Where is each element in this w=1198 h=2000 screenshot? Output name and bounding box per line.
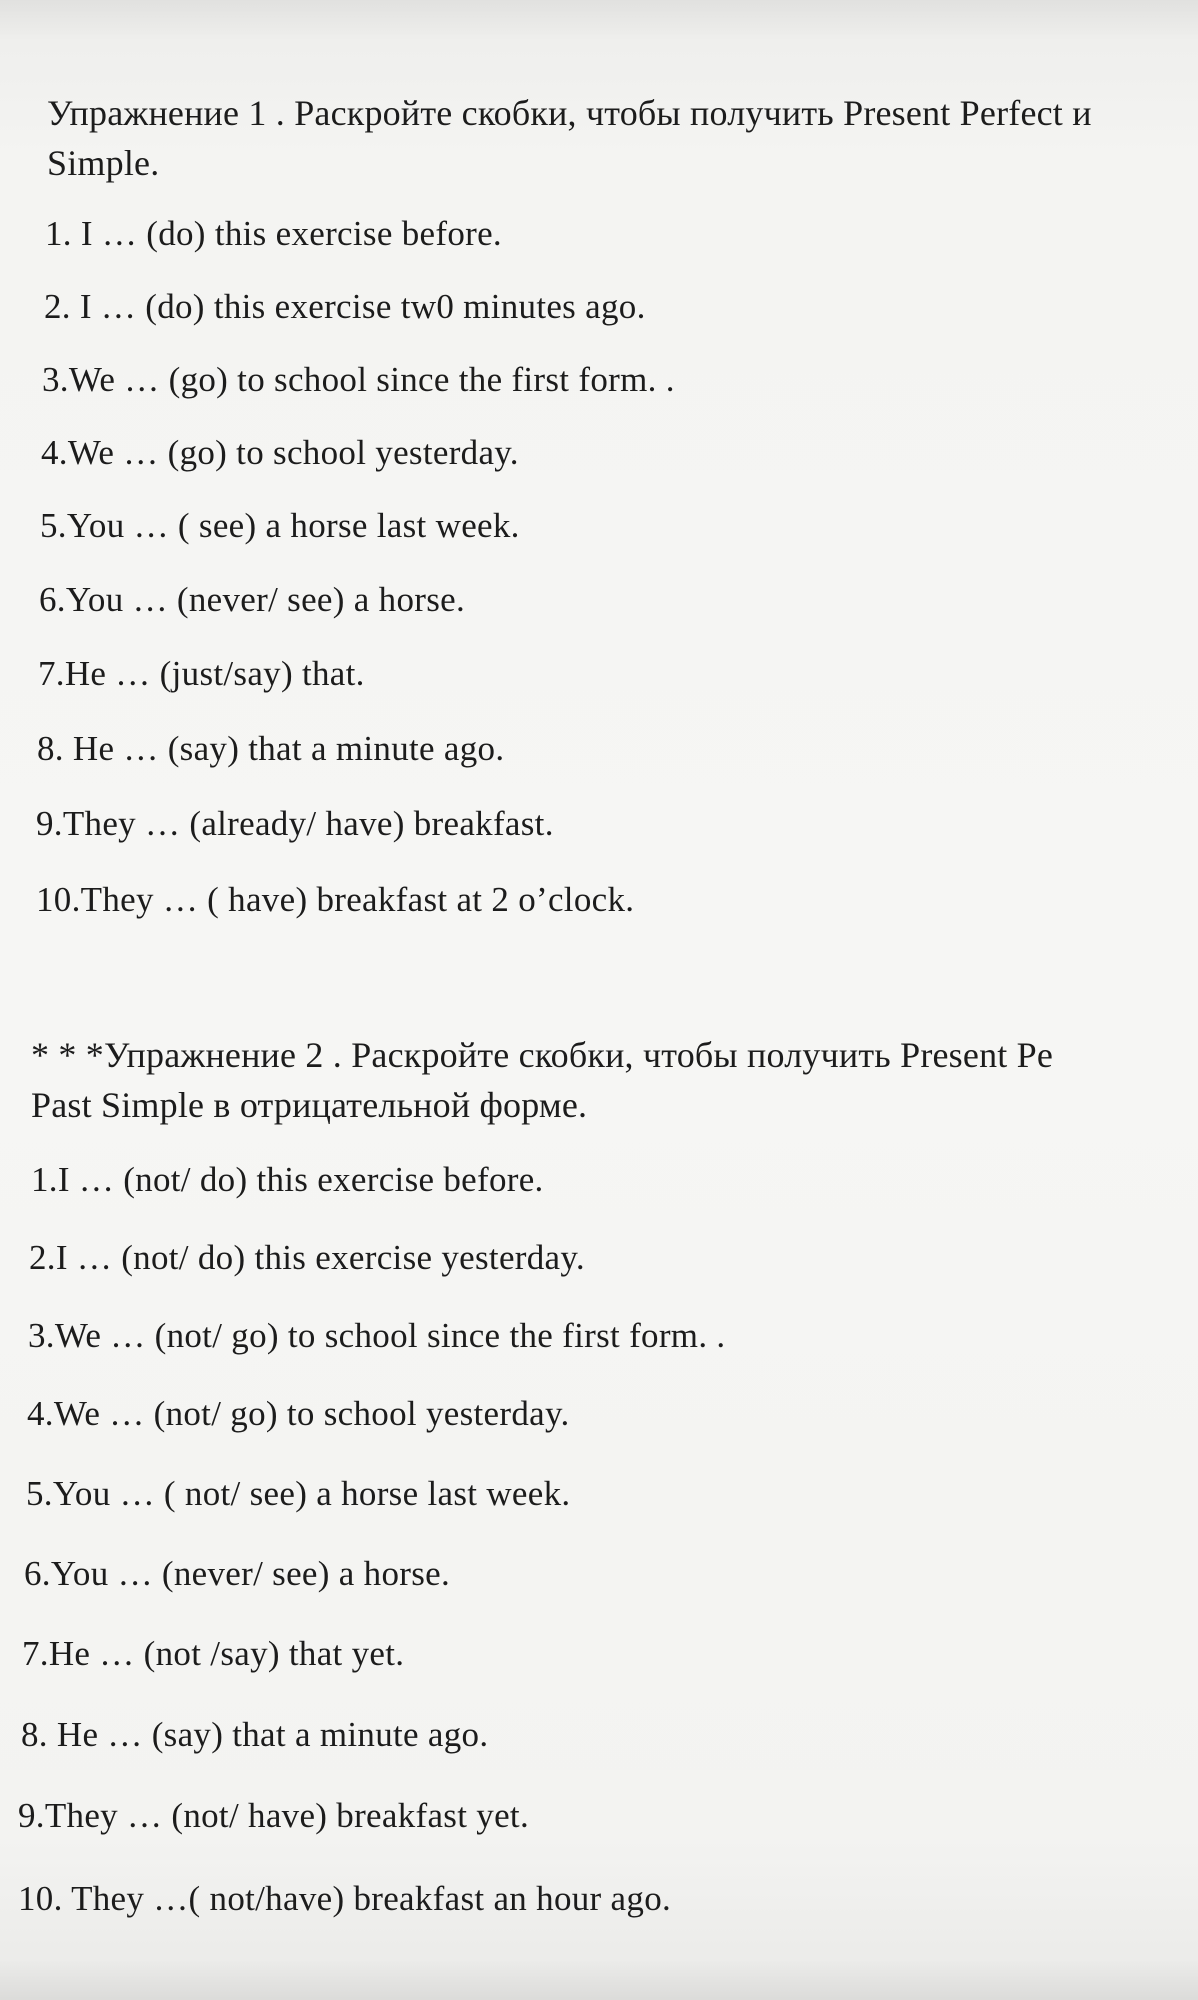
exercise-1-title-line2: Simple. bbox=[47, 143, 160, 183]
page-top-shadow bbox=[0, 0, 1198, 40]
exercise-1-item-2: 2. I … (do) this exercise tw0 minutes ago. bbox=[44, 287, 646, 326]
exercise-1-item-8: 8. He … (say) that a minute ago. bbox=[37, 729, 505, 768]
exercise-1-item-1: 1. I … (do) this exercise before. bbox=[45, 214, 502, 253]
exercise-1-item-6: 6.You … (never/ see) a horse. bbox=[39, 580, 466, 619]
exercise-1-item-7: 7.He … (just/say) that. bbox=[38, 654, 365, 693]
exercise-1-item-10: 10.They … ( have) breakfast at 2 o’clock. bbox=[36, 880, 635, 919]
exercise-2-heading bbox=[31, 1030, 1053, 1130]
exercise-2-title-line2: Past Simple в отрицательной форме. bbox=[31, 1085, 588, 1125]
exercise-2-item-4: 4.We … (not/ go) to school yesterday. bbox=[27, 1394, 570, 1433]
exercise-1-item-9: 9.They … (already/ have) breakfast. bbox=[36, 804, 554, 843]
exercise-2-item-1: 1.I … (not/ do) this exercise before. bbox=[31, 1160, 544, 1199]
page-bottom-shadow bbox=[0, 1960, 1198, 2000]
exercise-2-item-7: 7.He … (not /say) that yet. bbox=[22, 1634, 405, 1673]
exercise-2-item-10: 10. They …( not/have) breakfast an hour ago. bbox=[18, 1879, 672, 1918]
exercise-1-item-3: 3.We … (go) to school since the first form. . bbox=[42, 360, 675, 399]
exercise-2-item-9: 9.They … (not/ have) breakfast yet. bbox=[18, 1796, 530, 1835]
exercise-1-item-4: 4.We … (go) to school yesterday. bbox=[41, 433, 519, 472]
exercise-1-item-5: 5.You … ( see) a horse last week. bbox=[40, 506, 520, 545]
exercise-2-item-8: 8. He … (say) that a minute ago. bbox=[21, 1715, 489, 1754]
exercise-1-title-line1: Упражнение 1 . Раскройте скобки, чтобы получить Present Perfect и bbox=[47, 93, 1092, 133]
exercise-2-item-6: 6.You … (never/ see) a horse. bbox=[24, 1554, 451, 1593]
exercise-2-item-2: 2.I … (not/ do) this exercise yesterday. bbox=[29, 1238, 585, 1277]
exercise-1-heading bbox=[47, 88, 1092, 188]
exercise-2-title-line1: * * *Упражнение 2 . Раскройте скобки, чтобы получить Present Pe bbox=[31, 1035, 1054, 1075]
exercise-2-item-3: 3.We … (not/ go) to school since the first form. . bbox=[28, 1316, 726, 1355]
exercise-2-item-5: 5.You … ( not/ see) a horse last week. bbox=[26, 1474, 571, 1513]
